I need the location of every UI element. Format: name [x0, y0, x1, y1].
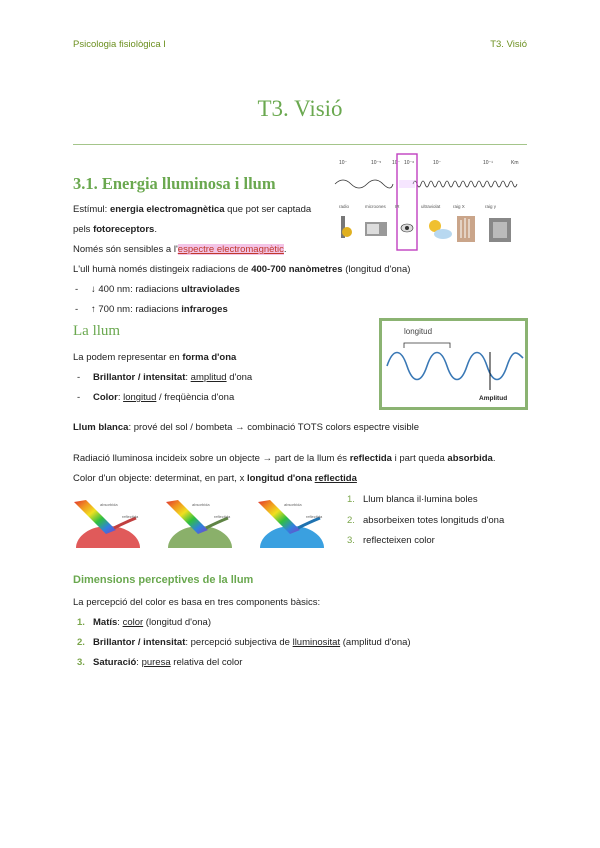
reflected-label: reflectida — [214, 514, 231, 519]
bullet-ultraviolades: - ↓ 400 nm: radiacions ultraviolades — [75, 284, 240, 295]
spectrum-tick-label: 10⁻⁵ — [371, 160, 382, 166]
running-header-left: Psicologia fisiològica I — [73, 39, 166, 50]
visible-band-colors — [399, 180, 415, 188]
bullet-color: - Color: longitud / freqüència d'ona — [77, 392, 235, 403]
reflected-label: reflectida — [306, 514, 323, 519]
radio-icon — [341, 216, 352, 238]
color-list-item: 2. absorbeixen totes longituds d'ona — [347, 515, 505, 526]
estimul-line: Estímul: energia electromagnètica que pot ser captada — [73, 204, 312, 215]
title-divider — [73, 144, 527, 145]
dimension-item-brillantor: 2. Brillantor / intensitat: percepció subjectiva de lluminositat (amplitud d'ona) — [77, 637, 411, 648]
eye-icon — [401, 224, 413, 232]
spectrum-icon-label: raig X — [453, 204, 465, 209]
red-ball-group — [74, 500, 140, 548]
xray-hand-icon — [457, 216, 475, 242]
spectrum-icon-label: radio — [339, 204, 350, 209]
spectrum-wave-long — [335, 180, 393, 188]
dimension-item-saturacio: 3. Saturació: puresa relativa del color — [77, 657, 243, 668]
reflected-label: reflectida — [122, 514, 139, 519]
page-title: T3. Visió — [257, 96, 343, 121]
color-list-item: 1. Llum blanca il·lumina boles — [347, 494, 478, 505]
absorbed-label: absorbida — [192, 502, 210, 507]
reflected-arrow — [298, 518, 320, 528]
spectrum-wave-short — [413, 181, 517, 187]
running-header-right: T3. Visió — [490, 39, 527, 50]
llum-blanca-line: Llum blanca: prové del sol / bombeta → combinació TOTS colors espectre visible — [73, 422, 420, 433]
spectrum-tick-label: 10⁻ — [433, 160, 442, 166]
spectrum-icon-label: raig γ — [485, 204, 497, 209]
spectrum-icon-label: IR — [395, 204, 400, 209]
dimension-item-matis: 1. Matís: color (longitud d'ona) — [77, 617, 212, 628]
spectrum-tick-label: 10⁻ — [339, 160, 348, 166]
color-list-item: 3. reflecteixen color — [347, 535, 435, 546]
spectrum-tick-label: 10⁻ — [392, 160, 401, 166]
section-heading-dimensions: Dimensions perceptives de la llum — [73, 574, 254, 586]
bullet-infraroges: - ↑ 700 nm: radiacions infraroges — [75, 304, 228, 315]
wave-amplitud-label: Amplitud — [479, 395, 508, 402]
wave-longitud-label: longitud — [404, 327, 433, 336]
color-objecte-line: Color d'un objecte: determinat, en part, x longitud d'ona reflectida — [73, 473, 357, 484]
reactor-icon — [489, 218, 511, 242]
reflected-arrow — [114, 518, 136, 528]
espectre-link[interactable]: espectre electromagnètic — [177, 244, 284, 255]
radiacio-line: Radiació lluminosa incideix sobre un objecte → part de la llum és reflectida i part queda absorbida. — [73, 453, 496, 464]
dimensions-intro: La percepció del color es basa en tres components bàsics: — [73, 597, 321, 608]
microwave-icon — [365, 222, 387, 236]
electromagnetic-spectrum-figure — [333, 152, 528, 252]
blue-ball-group — [258, 500, 324, 548]
reflected-arrow — [206, 518, 228, 528]
section-heading-energia: 3.1. Energia lluminosa i llum — [73, 174, 276, 193]
sun-icon — [429, 220, 452, 239]
absorbed-label: absorbida — [100, 502, 118, 507]
espectre-line: Només són sensibles a l'espectre electromagnètic. — [73, 244, 287, 255]
fotoreceptors-line: pels fotoreceptors. — [73, 224, 157, 235]
section-heading-llum: La llum — [73, 323, 121, 339]
green-ball-group — [166, 500, 232, 548]
spectrum-tick-label: 10⁻¹ — [483, 160, 493, 166]
forma-ona-line: La podem representar en forma d'ona — [73, 352, 237, 363]
spectrum-icon-label: microones — [365, 204, 386, 209]
nanometres-line: L'ull humà només distingeix radiacions de 400-700 nanòmetres (longitud d'ona) — [73, 264, 411, 275]
absorbed-label: absorbida — [284, 502, 302, 507]
spectrum-tick-label: Km — [511, 160, 519, 166]
spectrum-icon-label: ultraviolat — [421, 204, 441, 209]
colored-balls-figure — [70, 494, 332, 552]
visible-band-highlight — [397, 154, 417, 250]
wave-figure — [379, 318, 528, 410]
spectrum-tick-label: 10⁻⁶ — [404, 160, 415, 166]
bullet-brillantor: - Brillantor / intensitat: amplitud d'ona — [77, 372, 253, 383]
